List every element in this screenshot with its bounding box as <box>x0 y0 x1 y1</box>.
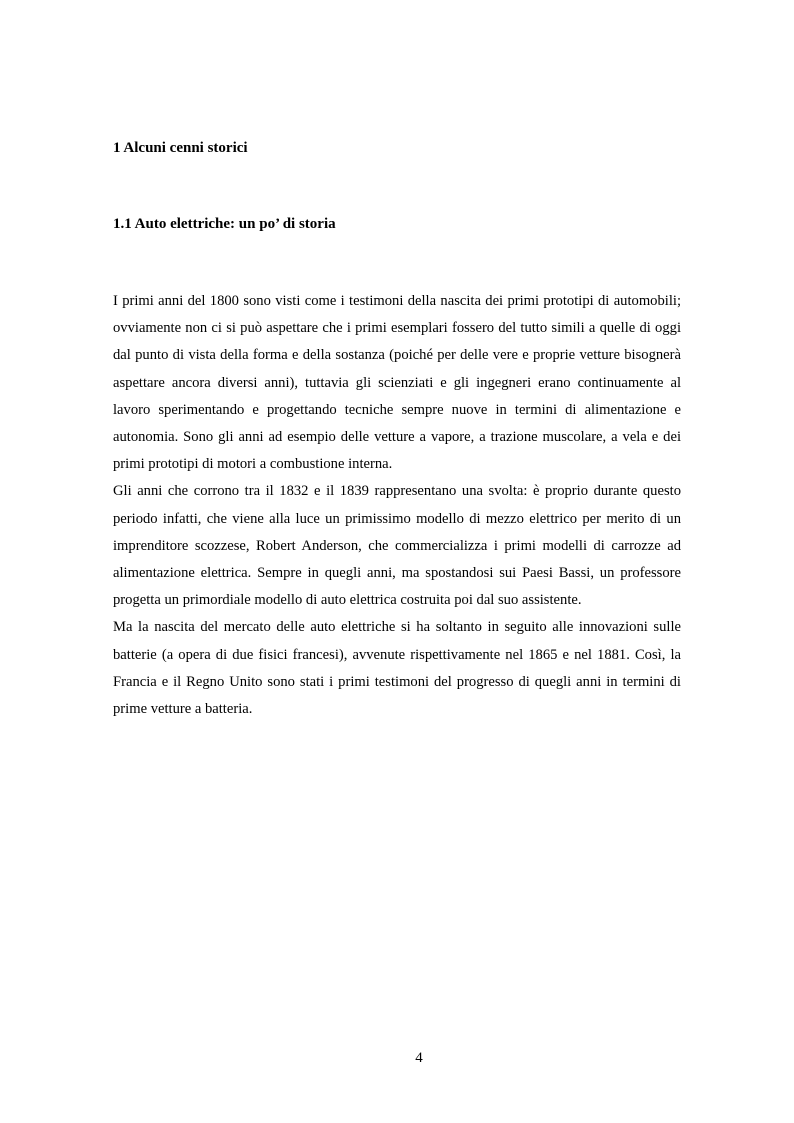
paragraph-1: I primi anni del 1800 sono visti come i testimoni della nascita dei primi prototipi di automobili; ovviamente non ci si può aspettare che i primi esemplari fossero del tutto simili a quelle di oggi dal punto di vista della forma e della sostanza (poiché per delle vere e proprie vetture bisognerà aspettare ancora diversi anni), tuttavia gli scienziati e gli ingegneri erano continuamente al lavoro sperimentando e progettando tecniche sempre nuove in termini di alimentazione e autonomia. Sono gli anni ad esempio delle vetture a vapore, a trazione muscolare, a vela e dei primi prototipi di motori a combustione interna. <box>113 293 681 473</box>
page-number: 4 <box>415 1050 423 1066</box>
paragraph-3: Ma la nascita del mercato delle auto elettriche si ha soltanto in seguito alle innovazioni sulle batterie (a opera di due fisici francesi), avvenute rispettivamente nel 1865 e nel 1881. Così, la Francia e il Regno Unito sono stati i primi testimoni del progresso di quegli anni in termini di prime vetture a batteria. <box>113 619 681 718</box>
chapter-title: 1 Alcuni cenni storici <box>113 140 248 156</box>
paragraph-2: Gli anni che corrono tra il 1832 e il 1839 rappresentano una svolta: è proprio durante questo periodo infatti, che viene alla luce un primissimo modello di mezzo elettrico per merito di un imprenditore scozzese, Robert Anderson, che commercializza i primi modelli di carrozze ad alimentazione elettrica. Sempre in quegli anni, ma spostandosi sui Paesi Bassi, un professore progetta un primordiale modello di auto elettrica costruita poi dal suo assistente. <box>113 483 681 609</box>
body-text <box>113 288 681 723</box>
section-title: 1.1 Auto elettriche: un po’ di storia <box>113 216 336 232</box>
